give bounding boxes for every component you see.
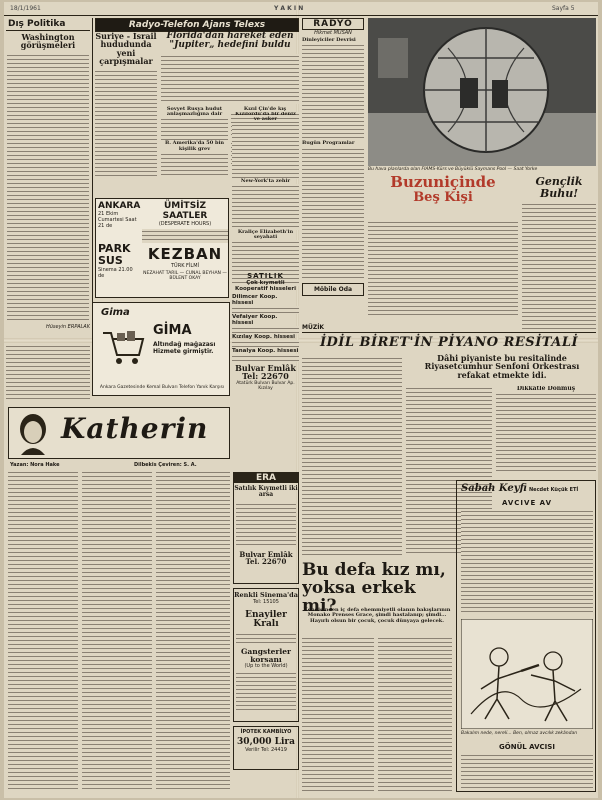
middle-briefs: [232, 112, 299, 298]
mobile-oda: Möbile Oda: [302, 283, 364, 296]
dis-politika-column: [6, 18, 90, 336]
satilik-item-2-body: [232, 326, 299, 334]
florida-body: [161, 54, 299, 104]
masthead-date: 18/1/1961: [10, 5, 41, 12]
muzik-col-1: [302, 356, 402, 556]
satilik-item-3: Kızılay Koop. hissesi: [232, 334, 296, 340]
buz-headline-block: [368, 175, 518, 219]
ankara-detail: 21 Ekim Cumartesi Saat 21 de: [98, 211, 137, 229]
sabah-title: Sabah Keyfi: [461, 483, 527, 494]
satilik-item-3-body: [232, 340, 299, 348]
ipotek-ad: [233, 726, 299, 770]
radyo-body-1: [302, 43, 364, 141]
cartoon-caption: Bakalım nede, nereli... Ben, olmaz avcılık zekândan: [461, 731, 578, 736]
banner: Radyo-Telefon Ajans Telexs: [95, 18, 299, 32]
renkli-film-1: Enayiler Kralı: [245, 609, 287, 630]
genclik-title: Gençlik Buhu!: [535, 176, 583, 200]
florida-headline: Florida'dan hareket eden "Jupiter„ hedefini buldu: [166, 31, 294, 51]
gima-ad: [92, 302, 230, 396]
section-label: Dış Politika: [6, 18, 90, 31]
park-note: Sinema 21.00 de: [98, 267, 133, 280]
era-body: [236, 502, 296, 548]
satilik-item-1: Dilimcer Koop. hissesi: [232, 294, 278, 306]
katherin-col-1: [8, 470, 78, 792]
buyoksa-headline-1: Bu defa kız mı,: [302, 562, 446, 580]
buyoksa-col-2: [378, 636, 452, 792]
muzik-sidebar-title: Dikkatle Dönmüş: [516, 386, 576, 392]
brief-3-title: Kızıl Çin'de kış: [243, 105, 287, 112]
gonul-body: [461, 753, 593, 789]
katherin-col-3: [156, 470, 230, 792]
satilik-item-4-body: [232, 354, 299, 362]
saatler-title: ÜMİTSİZ SAATLER: [162, 201, 208, 221]
ipotek-amount: 30,000 Lira: [237, 737, 295, 747]
kezban-cast: NEZAHAT TARIL — CUNAL BEYHAN — BÜLENT OKAY: [143, 271, 227, 281]
katherin-author-left: Yazan: Nora Hake: [10, 462, 60, 468]
brief-5-body: [232, 123, 299, 179]
syria-body: [95, 69, 157, 179]
satilik-subtitle: Çok kıymetli Kooperatif hisseleri: [235, 280, 296, 292]
radyo-body-2: [302, 147, 364, 279]
brief-2-title: B. Amerika'da 50 bin kişilik grev: [164, 140, 225, 152]
era-agency: Bulvar Emlâk: [239, 549, 293, 559]
newspaper-page: [4, 2, 598, 798]
shopping-cart-icon: [101, 327, 145, 367]
buz-headline-1: Buzuniçinde: [390, 175, 496, 191]
buz-body: [368, 220, 518, 316]
renkli-film-1-body: [236, 632, 296, 646]
masthead-page: Sayfa 5: [552, 5, 575, 12]
radyo-label: RADYO: [302, 18, 364, 30]
satilik-address: Atatürk Bulvarı Bulvar Ap. Kızılay: [236, 380, 295, 391]
muzik-rule: [302, 332, 596, 333]
era-ad: [233, 472, 299, 584]
katherin-banner: [8, 407, 230, 459]
satilik-agency: Bulvar Emlâk: [235, 363, 296, 373]
muzik-sidebar: [496, 386, 596, 476]
satilik-ad: [232, 272, 299, 402]
brief-6-title: New-York'ta zehir: [240, 177, 291, 184]
masthead-paper: Y A K I N: [274, 5, 304, 12]
dis-politika-continued: [6, 344, 90, 400]
ankara-name: ANKARA: [98, 201, 141, 211]
gima-brand: Gima: [101, 307, 130, 318]
column-rule: [92, 18, 93, 336]
muzik-headline: İDİL BİRET'İN PİYANO RESİTALİ: [319, 335, 579, 350]
buyoksa-col-1: [302, 636, 374, 792]
buyoksa-headline-2: yoksa erkek mi?: [302, 577, 416, 616]
muzik-sidebar-body: [496, 392, 596, 472]
sabah-subtitle: AVCIVE AV: [501, 499, 553, 507]
ipotek-title: İPOTEK KAMBİLYO: [240, 729, 292, 735]
photo-frame: [368, 18, 596, 166]
brief-1-body: [161, 117, 228, 141]
gima-title: GİMA: [153, 323, 192, 338]
ipotek-note: Verilir Tel: 24419: [245, 747, 287, 754]
muzik-deck: Dâhi piyaniste bu resitalinde Riyasetcumhur Senfoni Orkestrası refakat etmekte idi.: [424, 353, 580, 380]
photo-caption: Bu hava planlarda olan FIAMS-Kürs ve Büyüklü Saymans Pool — Saat Yorke: [368, 167, 538, 172]
kezban-sub: TÜRK FİLMİ: [171, 263, 199, 269]
brief-7-title: Kraliçe Elizabeth'in seyahati: [237, 228, 294, 240]
gonul-avcisi: GÖNÜL AVCISI: [499, 743, 555, 751]
radyo-column: [302, 18, 364, 318]
buz-headline-2: Beş Kişi: [413, 189, 473, 205]
gima-slogan: Altındağ mağazası Hizmete girmiştir.: [153, 341, 216, 355]
article-title: Washington görüşmeleri: [20, 32, 76, 51]
radyo-heading-2: Bugün Programlar: [302, 140, 355, 147]
satilik-title: SATILIK: [247, 272, 284, 280]
era-title: ERA: [234, 473, 298, 483]
muzik-label: MÜZİK: [302, 324, 325, 331]
gima-footer: Ankara Gazetesinde Kemal Bulvarı Telefon Yanık Karşısı: [99, 385, 225, 390]
kezban-title: KEZBAN: [147, 245, 223, 263]
sabah-keyfi-box: [456, 480, 596, 792]
cinema-ad: [95, 198, 229, 298]
katherin-author-right: Dilbekis Çeviren: S. A.: [134, 462, 197, 468]
era-phone: Tel. 22670: [245, 556, 287, 566]
masthead-strip: [4, 5, 598, 15]
buyoksa-deck: Kendisinden iç defa ehemmiyetli olanın bakışlarının Monako Prenses Grace, şimdi hastalanıp; şimdi... Hayırlı olsun bir çocuk, çocuk dünyaya gelecek.: [303, 607, 451, 624]
renkli-title: Renkli Sinema'da: [234, 591, 298, 599]
satilik-item-2: Vefaiyer Koop. hissesi: [232, 314, 278, 326]
cartoon-illustration: [461, 619, 593, 729]
radyo-heading-1: Dinleyiciler Devrisi: [302, 37, 356, 43]
genclik-column: [522, 176, 596, 336]
radyo-subtitle: Hikmet MUSAN: [314, 30, 352, 36]
sabah-body: [461, 509, 593, 615]
woman-portrait-icon: [13, 411, 53, 455]
saatler-body: [142, 229, 228, 243]
era-subtitle: Satılık Kıymetli iki arsa: [234, 485, 298, 499]
satilik-phone: Tel: 22670: [242, 371, 289, 382]
satilik-item-1-body: [232, 306, 299, 314]
renkli-film-2-body: [236, 671, 296, 711]
genclik-body: [522, 202, 596, 330]
article-body: [7, 53, 89, 321]
igloo-photo: [368, 18, 596, 166]
brief-5-title: Kızılordu'da bir deniz ve asker: [235, 112, 296, 123]
saatler-sub: (DESPERATE HOURS): [158, 221, 212, 227]
brief-1-title: Sovyet Rusya hudut anlaşmazlığına dair: [166, 105, 223, 118]
katherin-title: Katherin: [61, 412, 209, 445]
article-author: Hüseyin ERPALAK: [45, 323, 90, 330]
renkli-film-2-sub: (Up to the World): [244, 663, 288, 670]
katherin-col-2: [82, 470, 152, 792]
park-sus: PARK SUS: [98, 242, 131, 268]
masthead-rule: [4, 15, 598, 16]
brief-6-body: [232, 184, 299, 230]
brief-2-body: [161, 152, 228, 176]
satilik-item-4: Tanalya Koop. hissesi: [232, 348, 299, 354]
renkli-phone: Tel: 15105: [253, 598, 279, 605]
renkli-sinema-ad: [233, 588, 299, 722]
sabah-author: Necdet Küçük ETİ: [529, 487, 579, 493]
syria-headline: Suriye - İsrail hududunda yeni çarpışmalar: [95, 31, 157, 67]
renkli-film-2: Gangsterler korsanı: [241, 646, 291, 664]
